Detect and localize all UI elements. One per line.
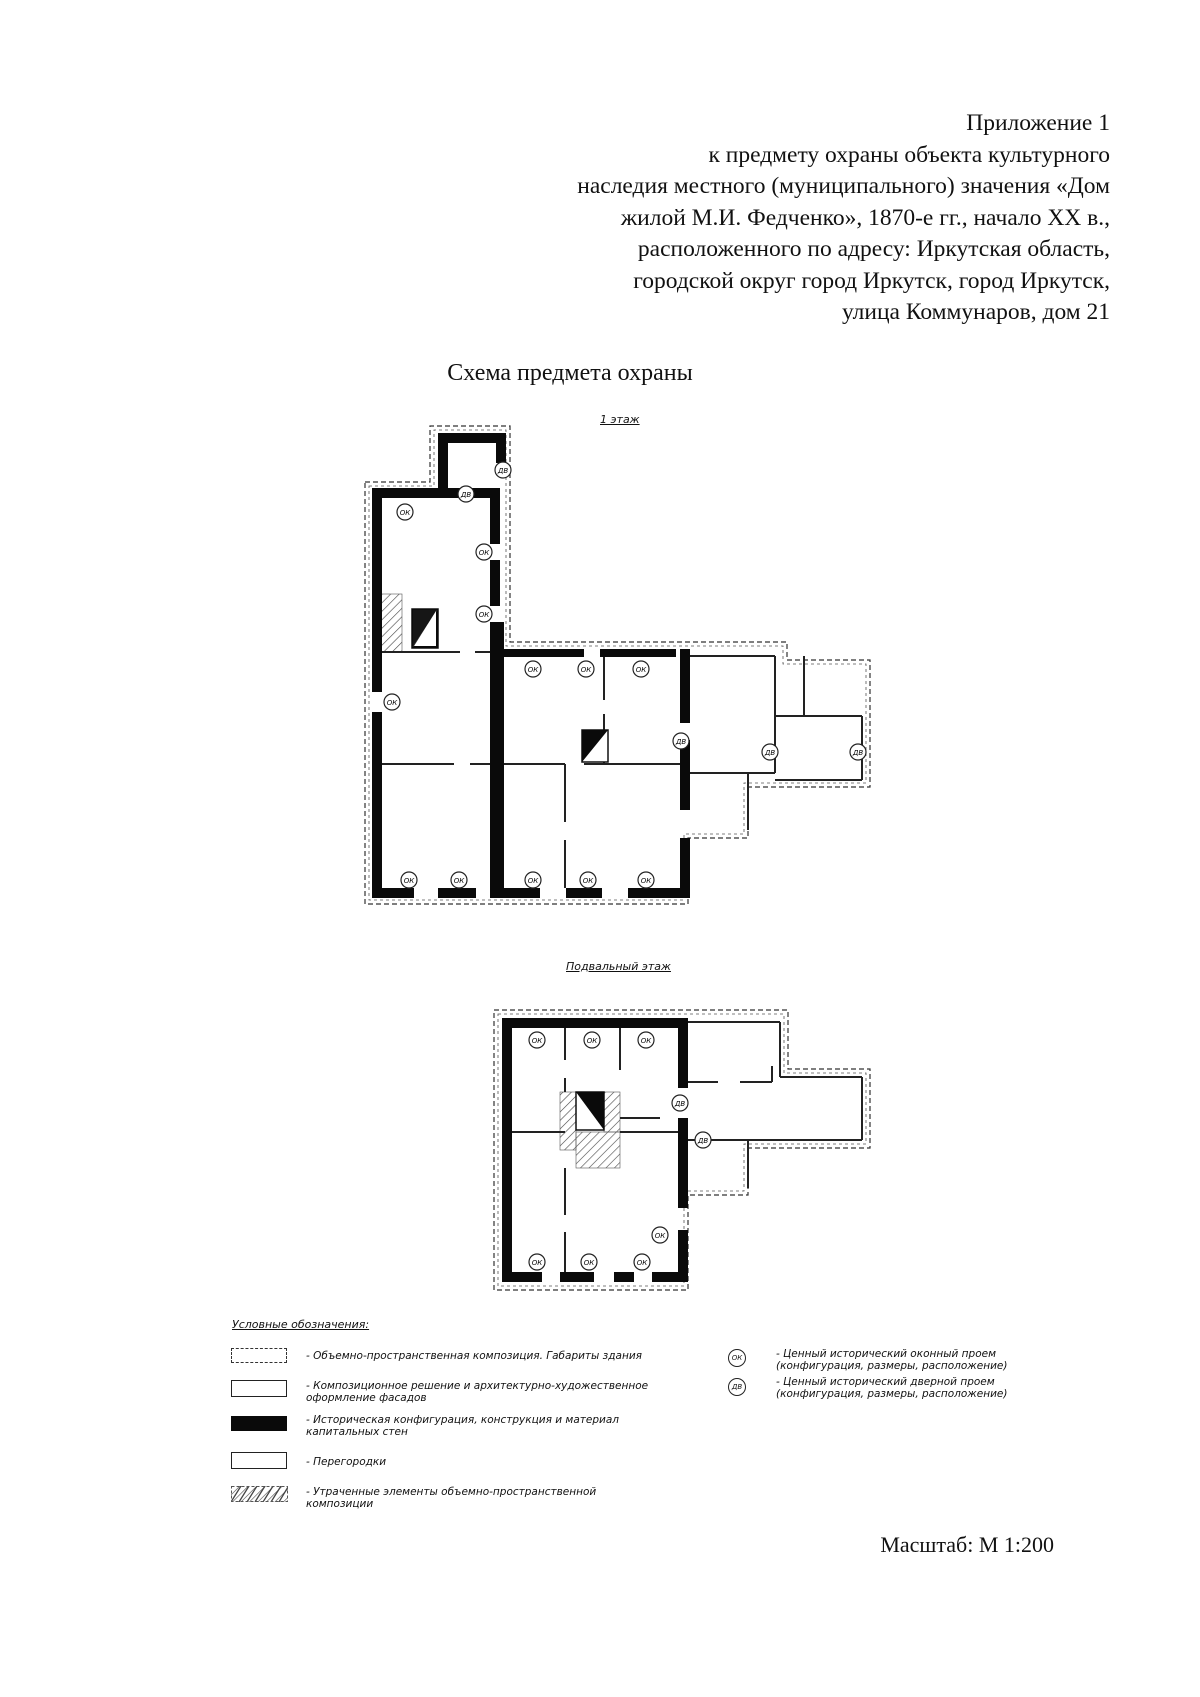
svg-text:ОК: ОК	[399, 509, 411, 517]
door-symbol	[672, 1095, 688, 1111]
header-line: улица Коммунаров, дом 21	[841, 299, 1110, 325]
window-symbol	[638, 1032, 654, 1048]
svg-text:ОК: ОК	[453, 877, 465, 885]
window-symbol	[580, 872, 596, 888]
window-symbol	[581, 1254, 597, 1270]
lost-elements-swatch	[231, 1486, 288, 1502]
header-line: к предмету охраны объекта культурного	[708, 141, 1110, 168]
stove-icon	[412, 609, 438, 648]
svg-text:ДВ: ДВ	[697, 1137, 709, 1145]
header-line: Приложение 1	[966, 110, 1110, 136]
svg-text:ДВ: ДВ	[852, 749, 864, 757]
envelope-swatch	[231, 1348, 287, 1363]
legend-title: Условные обозначения:	[232, 1318, 370, 1331]
window-symbol	[384, 694, 400, 710]
window-symbol	[476, 544, 492, 560]
svg-text:ДВ: ДВ	[460, 491, 472, 499]
svg-text:ОК: ОК	[527, 877, 539, 885]
stove-icon	[582, 730, 608, 762]
svg-text:ДВ: ДВ	[674, 1100, 686, 1108]
window-symbol	[634, 1254, 650, 1270]
window-symbol	[525, 661, 541, 677]
svg-text:ОК: ОК	[531, 1259, 543, 1267]
legend-item-door: - Ценный исторический дверной проем (конфигурация, размеры, расположение)	[776, 1376, 1008, 1400]
legend-item-window: - Ценный исторический оконный проем (конфигурация, размеры, расположение)	[776, 1348, 1008, 1372]
svg-text:ОК: ОК	[527, 666, 539, 674]
svg-text:ОК: ОК	[386, 699, 398, 707]
window-symbol	[476, 606, 492, 622]
basement-label: Подвальный этаж	[566, 960, 671, 973]
door-legend-symbol: ДВ	[728, 1378, 746, 1396]
door-symbol	[673, 733, 689, 749]
window-symbol	[529, 1032, 545, 1048]
svg-text:ОК: ОК	[636, 1259, 648, 1267]
svg-text:ДВ: ДВ	[764, 749, 776, 757]
header-line: городской округ город Иркутск, город Иркутск,	[633, 267, 1110, 294]
svg-text:ОК: ОК	[403, 877, 415, 885]
header-line: расположенного по адресу: Иркутская область,	[637, 236, 1110, 262]
window-legend-symbol: ОК	[728, 1349, 746, 1367]
header-line: жилой М.И. Федченко», 1870-е гг., начало XX в.,	[620, 204, 1110, 231]
window-symbol	[401, 872, 417, 888]
window-symbol	[397, 504, 413, 520]
basement-plan	[494, 1010, 870, 1290]
capital-walls-swatch	[231, 1416, 287, 1431]
svg-text:ДВ: ДВ	[675, 738, 687, 746]
window-symbol	[652, 1227, 668, 1243]
partitions-swatch	[231, 1452, 287, 1469]
first-floor-label: 1 этаж	[600, 413, 640, 426]
legend-item-envelope: - Объемно-пространственная композиция. Габариты здания	[306, 1350, 642, 1362]
svg-text:ОК: ОК	[640, 877, 652, 885]
svg-text:ОК: ОК	[531, 1037, 543, 1045]
stove-icon	[576, 1092, 604, 1130]
legend-item-capital-walls: - Историческая конфигурация, конструкция и материал капитальных стен	[306, 1414, 619, 1438]
header-line: наследия местного (муниципального) значения «Дом	[577, 173, 1110, 199]
door-symbol	[695, 1132, 711, 1148]
window-symbol	[584, 1032, 600, 1048]
legend-item-partitions: - Перегородки	[306, 1456, 387, 1468]
svg-text:ОК: ОК	[635, 666, 647, 674]
svg-text:ОК: ОК	[583, 1259, 595, 1267]
svg-text:ОК: ОК	[580, 666, 592, 674]
window-symbol	[529, 1254, 545, 1270]
door-symbol	[762, 744, 778, 760]
window-symbol	[451, 872, 467, 888]
svg-text:ОК: ОК	[654, 1232, 666, 1240]
lost-element-hatch	[604, 1092, 620, 1132]
svg-text:ОК: ОК	[640, 1037, 652, 1045]
legend-item-facade: - Композиционное решение и архитектурно-художественное оформление фасадов	[306, 1380, 649, 1404]
door-symbol	[495, 462, 511, 478]
first-floor-plan	[365, 426, 870, 904]
svg-text:ОК: ОК	[478, 549, 490, 557]
svg-text:ОК: ОК	[478, 611, 490, 619]
scale-note: Масштаб: М 1:200	[880, 1532, 1054, 1557]
window-symbol	[525, 872, 541, 888]
window-symbol	[633, 661, 649, 677]
legend-item-lost: - Утраченные элементы объемно-пространственной композиции	[306, 1486, 597, 1510]
lost-element-hatch	[380, 594, 402, 652]
facade-swatch	[231, 1380, 287, 1397]
svg-text:ДВ: ДВ	[497, 467, 509, 475]
partitions	[382, 652, 862, 888]
scheme-title: Схема предмета охраны	[447, 360, 693, 386]
door-symbol	[850, 744, 866, 760]
svg-text:ОК: ОК	[582, 877, 594, 885]
svg-text:ОК: ОК	[586, 1037, 598, 1045]
door-symbol	[458, 486, 474, 502]
lost-element-hatch	[576, 1132, 620, 1168]
window-symbol	[638, 872, 654, 888]
window-symbol	[578, 661, 594, 677]
lost-element-hatch	[560, 1092, 576, 1150]
